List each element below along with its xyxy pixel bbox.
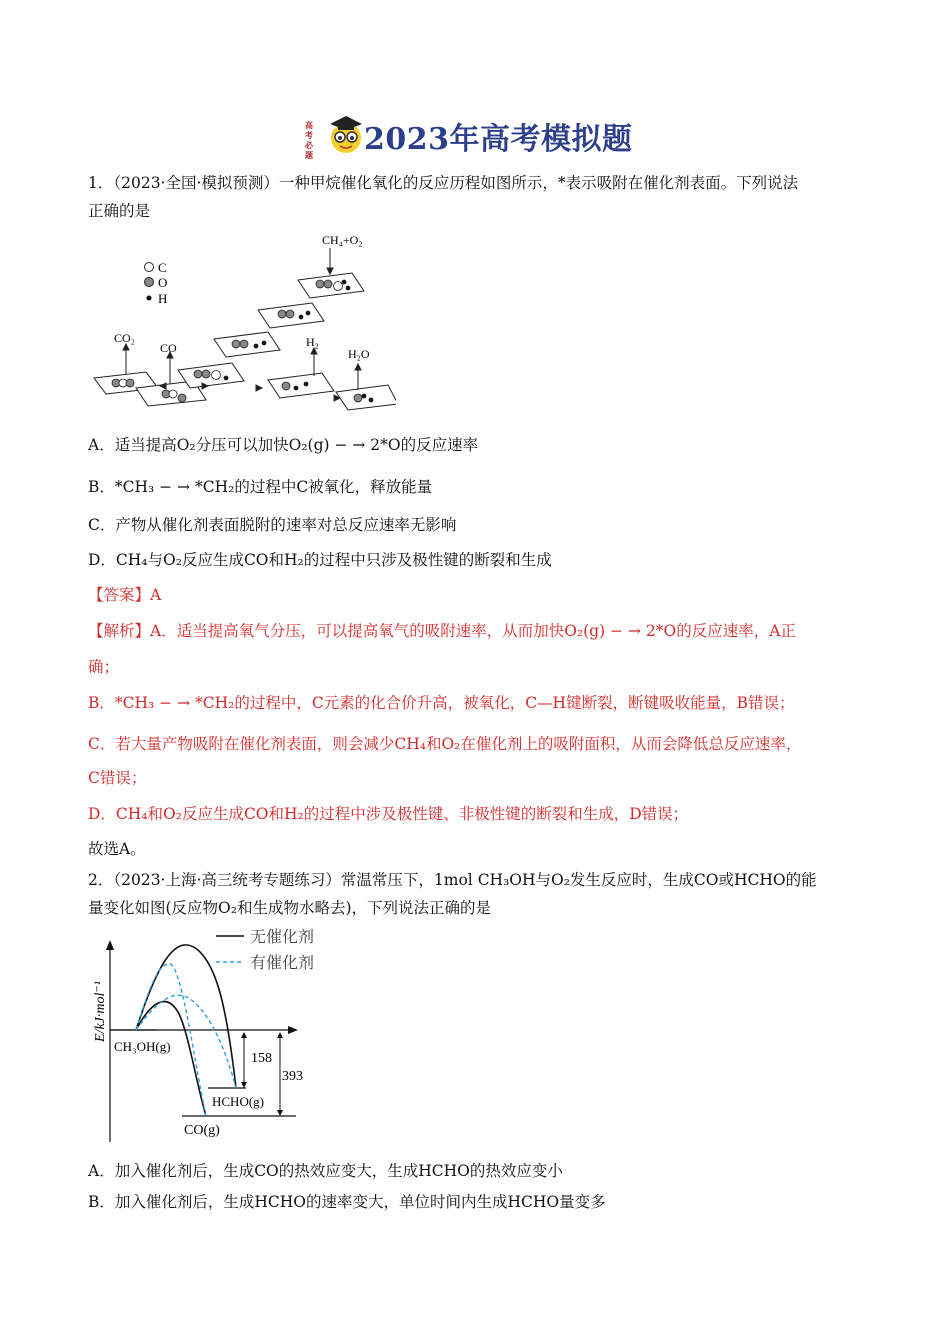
q1-mechanism-figure xyxy=(86,228,396,418)
svg-text:考: 考 xyxy=(305,131,313,140)
plate-h2 xyxy=(268,373,334,398)
page-title xyxy=(300,112,633,160)
q1-option-d: D．CH₄与O₂反应生成CO和H₂的过程中只涉及极性键的断裂和生成 xyxy=(88,551,552,569)
q2-option-b: B．加入催化剂后，生成HCHO的速率变大，单位时间内生成HCHO量变多 xyxy=(88,1193,606,1211)
label-co2: CO₂ xyxy=(114,331,135,345)
q1-option-b: B．*CH₃ − → *CH₂的过程中C被氧化，释放能量 xyxy=(88,478,433,496)
legend-o: O xyxy=(158,275,168,290)
q2-value-393: 393 xyxy=(282,1069,303,1084)
legend-h: H xyxy=(158,291,168,306)
q2-stem-line1: 2．（2023·上海·高三统考专题练习）常温常压下，1mol CH₃OH与O₂发生反应时，生成CO或HCHO的能 xyxy=(88,871,817,889)
q1-option-a: A．适当提高O₂分压可以加快O₂(g) − → 2*O的反应速率 xyxy=(88,436,479,454)
label-h2o: H₂O xyxy=(348,347,370,361)
q1-legend xyxy=(145,260,168,306)
q2-value-158: 158 xyxy=(251,1051,272,1066)
legend-c: C xyxy=(158,260,167,275)
q1-analysis-line6: D．CH₄和O₂反应生成CO和H₂的过程中涉及极性键、非极性键的断裂和生成，D错误； xyxy=(88,805,689,823)
label-reactant: CH₄+O₂ xyxy=(322,233,363,247)
q2-stem-line2: 量变化如图(反应物O₂和生成物水略去)，下列说法正确的是 xyxy=(88,899,492,917)
page-title-text: 2023年高考模拟题 xyxy=(364,122,633,157)
q1-analysis-line2: 确； xyxy=(88,658,120,676)
q1-option-c: C．产物从催化剂表面脱附的速率对总反应速率无影响 xyxy=(88,516,457,534)
legend-solid-label: 无催化剂 xyxy=(250,929,315,946)
q1-answer: 【答案】A xyxy=(88,586,162,604)
q1-analysis-line5: C错误； xyxy=(88,769,147,787)
q2-reactant-label: CH₃OH(g) xyxy=(114,1039,171,1054)
legend-dashed-label: 有催化剂 xyxy=(250,955,315,972)
q1-analysis-line4: C．若大量产物吸附在催化剂表面，则会减少CH₄和O₂在催化剂上的吸附面积，从而会降低总反应速率， xyxy=(88,735,802,753)
svg-text:必: 必 xyxy=(305,141,313,150)
label-h2: H₂ xyxy=(306,335,319,349)
svg-text:高: 高 xyxy=(305,121,313,130)
plate-h2o xyxy=(336,385,396,410)
q1-stem-line1: 1．（2023·全国·模拟预测）一种甲烷催化氧化的反应历程如图所示，*表示吸附在催化剂表面。下列说法 xyxy=(88,174,799,192)
svg-text:题: 题 xyxy=(305,151,313,160)
q2-ylabel: E/kJ·mol⁻¹ xyxy=(93,981,108,1042)
q2-product1-label: HCHO(g) xyxy=(212,1094,264,1109)
q2-energy-diagram xyxy=(86,922,356,1152)
q1-analysis-line3: B．*CH₃ − → *CH₂的过程中，C元素的化合价升高，被氧化，C—H键断裂，断键吸收能量，B错误； xyxy=(88,694,795,712)
q2-option-a: A．加入催化剂后，生成CO的热效应变大，生成HCHO的热效应变小 xyxy=(88,1162,563,1180)
plate-3 xyxy=(178,363,244,388)
q1-stem-line2: 正确的是 xyxy=(88,202,151,220)
q2-product2-label: CO(g) xyxy=(184,1123,220,1138)
logo-icon xyxy=(300,112,364,160)
q1-analysis-line1: 【解析】A．适当提高氧气分压，可以提高氧气的吸附速率，从而加快O₂(g) − → 2*O的反应速率，A正 xyxy=(88,622,796,640)
q1-conclusion: 故选A。 xyxy=(88,840,146,858)
curve-hcho-nocat xyxy=(136,945,236,1088)
label-co: CO xyxy=(160,341,177,355)
